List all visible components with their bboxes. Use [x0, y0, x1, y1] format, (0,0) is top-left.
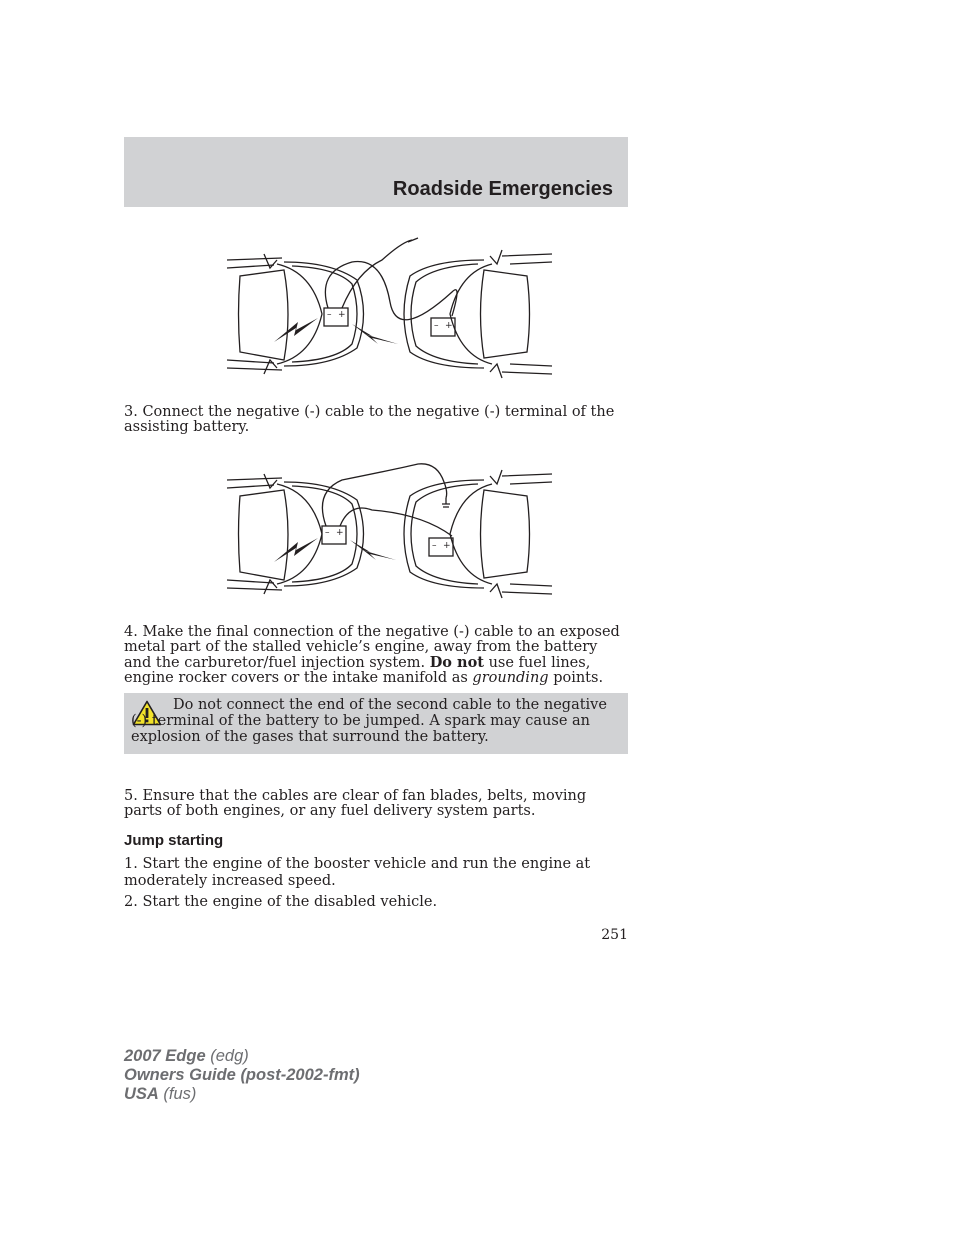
spark-icon	[274, 538, 396, 562]
step-4-text: 4. Make the final connection of the negative (-) cable to an exposed metal part of the stalled vehicle’s engine, away from the battery and the carburetor/fuel injection system. Do not use fuel lines, engine rocker covers or the intake manifold as grounding points.	[124, 624, 620, 686]
spark-icon	[274, 318, 398, 344]
jumper-cables	[322, 464, 452, 536]
header-band	[124, 137, 628, 207]
battery-right-neg-label: –	[434, 321, 439, 331]
jump-step-1-text: 1. Start the engine of the booster vehicle and run the engine at moderately increased speed.	[124, 856, 591, 889]
battery-right-neg-label: –	[432, 541, 437, 551]
step-5-text: 5. Ensure that the cables are clear of fan blades, belts, moving parts of both engines, or any fuel delivery system parts.	[124, 788, 587, 819]
page-number: 251	[601, 927, 628, 943]
emphasis-grounding: grounding	[472, 670, 549, 686]
step-3-text: 3. Connect the negative (-) cable to the negative (-) terminal of the assisting battery.	[124, 404, 615, 435]
section-title: Roadside Emergencies	[392, 178, 613, 200]
jump-starting-heading: Jump starting	[124, 832, 224, 849]
battery-left-neg-label: –	[325, 528, 330, 538]
warning-text: Do not connect the end of the second cable to the negative (-) terminal of the battery to be jumped. A spark may cause an explosion of the gases that surround the battery.	[131, 697, 607, 745]
car-right	[404, 250, 552, 378]
battery-left-pos-label: +	[336, 528, 344, 538]
jump-step-2-text: 2. Start the engine of the disabled vehicle.	[124, 894, 438, 910]
battery-right-pos-label: +	[443, 541, 451, 551]
jump-start-diagram-2	[222, 452, 562, 614]
battery-right-pos-label: +	[445, 321, 453, 331]
footer-line-1: 2007 Edge (edg)	[124, 1047, 249, 1065]
footer-line-3: USA (fus)	[124, 1085, 197, 1103]
car-right	[404, 470, 552, 598]
battery-left-neg-label: –	[327, 310, 332, 320]
emphasis-do-not: Do not	[429, 654, 484, 671]
battery-left-pos-label: +	[338, 310, 346, 320]
footer-line-2: Owners Guide (post-2002-fmt)	[124, 1066, 360, 1084]
warning-box	[124, 693, 628, 754]
jump-start-diagram-1	[222, 232, 562, 394]
footer	[124, 1047, 360, 1104]
